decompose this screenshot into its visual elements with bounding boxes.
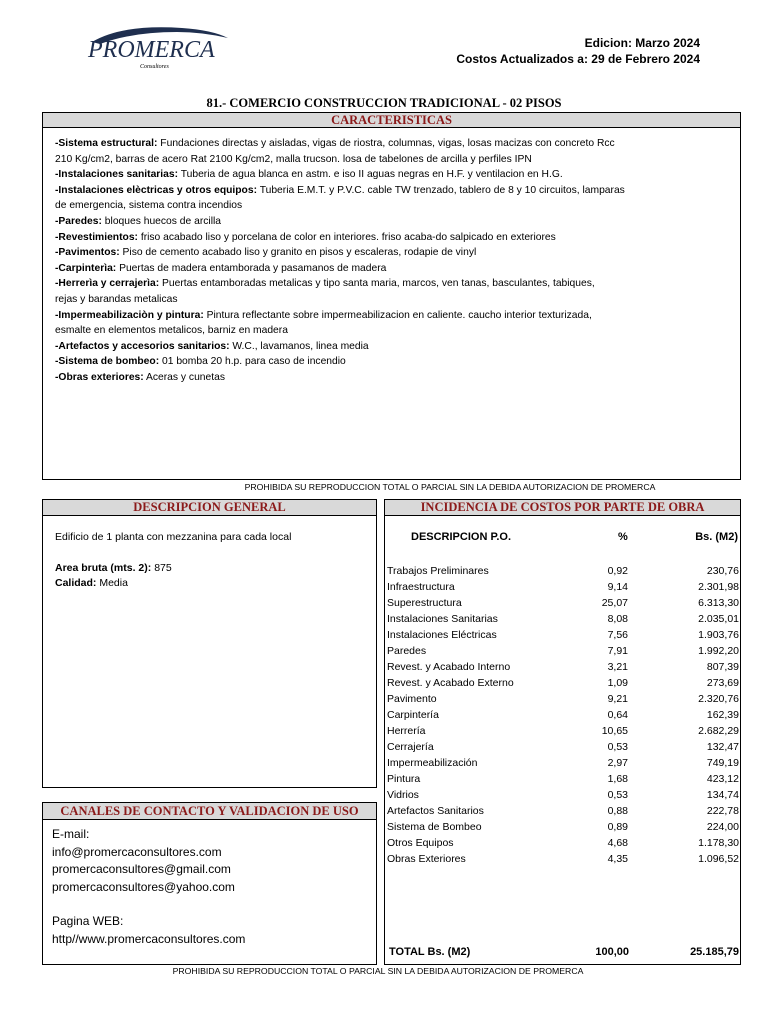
row-bs-value: 132,47: [706, 741, 739, 753]
characteristics-heading: CARACTERISTICAS: [42, 112, 741, 128]
characteristic-text: rejas y barandas metalicas: [55, 293, 178, 305]
total-percent: 100,00: [595, 946, 629, 958]
row-percent: 0,53: [607, 789, 628, 801]
row-description: Trabajos Preliminares: [387, 565, 489, 577]
characteristic-text: 01 bomba 20 h.p. para caso de incendio: [159, 356, 346, 368]
gross-area: [55, 561, 291, 576]
row-description: Infraestructura: [387, 581, 455, 593]
characteristic-text: esmalte en elementos metalicos, barniz en madera: [55, 325, 288, 337]
table-row: [387, 659, 739, 675]
row-bs-value: 224,00: [706, 821, 739, 833]
characteristic-label: -Instalaciones sanitarias:: [55, 169, 179, 181]
website-link[interactable]: http//www.promercaconsultores.com: [52, 931, 246, 946]
characteristic-text: Piso de cemento acabado liso y granito en pisos y escaleras, rodapie de vinyl: [119, 247, 477, 259]
table-row: [387, 675, 739, 691]
characteristic-label: -Herrerìa y cerrajerìa:: [55, 278, 160, 290]
row-percent: 0,88: [607, 805, 628, 817]
row-description: Carpintería: [387, 709, 439, 721]
characteristic-line: [55, 339, 735, 355]
row-bs-value: 1.096,52: [698, 853, 739, 865]
row-description: Vidrios: [387, 789, 419, 801]
characteristic-label: -Revestimientos:: [55, 231, 138, 243]
promerca-logo: [82, 22, 232, 72]
row-bs-value: 6.313,30: [698, 597, 739, 609]
general-description-heading: DESCRIPCION GENERAL: [42, 499, 377, 516]
row-percent: 1,68: [607, 773, 628, 785]
row-bs-value: 2.682,29: [698, 725, 739, 737]
row-description: Revest. y Acabado Interno: [387, 661, 511, 673]
characteristic-line: [55, 354, 735, 370]
characteristic-text: W.C., lavamanos, linea media: [229, 340, 369, 352]
table-row: [387, 611, 739, 627]
characteristic-line: [55, 292, 735, 308]
gross-area-value: 875: [151, 562, 172, 574]
quality-label: Calidad:: [55, 577, 97, 589]
characteristic-text: Tuberia E.M.T. y P.V.C. cable TW trenzado, tablero de 8 y 10 circuitos, lamparas: [257, 184, 625, 196]
characteristic-text: bloques huecos de arcilla: [101, 215, 222, 227]
logo-text: PROMERCA: [88, 37, 215, 63]
row-description: Revest. y Acabado Externo: [387, 677, 514, 689]
table-row: [387, 627, 739, 643]
characteristic-line: [55, 214, 735, 230]
characteristic-line: [55, 261, 735, 277]
table-row: [387, 835, 739, 851]
characteristic-text: de emergencia, sistema contra incendios: [55, 200, 243, 212]
characteristic-line: [55, 230, 735, 246]
table-row: [387, 723, 739, 739]
row-description: Herrería: [387, 725, 426, 737]
row-percent: 7,91: [607, 645, 628, 657]
characteristic-label: -Impermeabilizaciòn y pintura:: [55, 309, 204, 321]
row-bs-value: 1.903,76: [698, 629, 739, 641]
contact-content: [52, 826, 245, 948]
row-bs-value: 1.178,30: [698, 837, 739, 849]
table-row: [387, 643, 739, 659]
row-percent: 2,97: [607, 757, 628, 769]
row-percent: 9,14: [607, 581, 628, 593]
table-row: [387, 787, 739, 803]
row-percent: 0,53: [607, 741, 628, 753]
row-description: Obras Exteriores: [387, 853, 466, 865]
characteristic-text: 210 Kg/cm2, barras de acero Rat 2100 Kg/cm2, malla trucson. losa de tabelones de arcilla y perfiles IPN: [55, 153, 532, 165]
row-description: Cerrajería: [387, 741, 434, 753]
characteristic-label: -Paredes:: [55, 215, 102, 227]
row-description: Instalaciones Sanitarias: [387, 613, 498, 625]
row-bs-value: 230,76: [706, 565, 739, 577]
row-percent: 0,92: [607, 565, 628, 577]
row-percent: 1,09: [607, 677, 628, 689]
quality-value: Media: [96, 577, 128, 589]
characteristic-label: -Carpinterìa:: [55, 262, 117, 274]
characteristic-text: Aceras y cunetas: [143, 371, 225, 383]
email-yahoo[interactable]: promercaconsultores@yahoo.com: [52, 879, 235, 894]
characteristic-label: -Sistema estructural:: [55, 138, 158, 149]
row-bs-value: 2.320,76: [698, 693, 739, 705]
contact-heading: CANALES DE CONTACTO Y VALIDACION DE USO: [42, 802, 377, 820]
row-bs-value: 1.992,20: [698, 645, 739, 657]
quality: [55, 576, 291, 591]
row-bs-value: 807,39: [706, 661, 739, 673]
row-bs-value: 134,74: [706, 789, 739, 801]
email-gmail[interactable]: promercaconsultores@gmail.com: [52, 862, 231, 876]
characteristic-label: -Instalaciones elèctricas y otros equipos:: [55, 184, 258, 196]
email-label: E-mail:: [52, 827, 90, 841]
email-info[interactable]: info@promercaconsultores.com: [52, 844, 222, 859]
table-row: [387, 595, 739, 611]
row-bs-value: 273,69: [706, 677, 739, 689]
characteristic-text: Puertas de madera entamborada y pasamanos de madera: [116, 262, 387, 274]
row-description: Instalaciones Eléctricas: [387, 629, 497, 641]
building-description: Edificio de 1 planta con mezzanina para cada local: [55, 531, 292, 543]
document-title: 81.- COMERCIO CONSTRUCCION TRADICIONAL - 02 PISOS: [206, 96, 562, 110]
characteristic-text: Pintura reflectante sobre impermeabilizacion en caliente. caucho interior texturizada,: [203, 309, 592, 321]
characteristic-line: [55, 152, 735, 168]
row-description: Impermeabilización: [387, 757, 478, 769]
web-label: Pagina WEB:: [52, 914, 124, 928]
characteristics-list: [55, 136, 735, 386]
table-row: [387, 739, 739, 755]
table-row: [387, 563, 739, 579]
table-row: [387, 771, 739, 787]
characteristic-line: [55, 276, 735, 292]
row-percent: 25,07: [601, 597, 628, 609]
row-percent: 0,64: [607, 709, 628, 721]
table-row: [387, 851, 739, 867]
reproduction-notice-footer: PROHIBIDA SU REPRODUCCION TOTAL O PARCIAL SIN LA DEBIDA AUTORIZACION DE PROMERCA: [172, 966, 584, 976]
row-bs-value: 2.301,98: [698, 581, 739, 593]
logo-subtext: Consultores: [140, 64, 169, 70]
row-percent: 9,21: [607, 693, 628, 705]
row-percent: 0,89: [607, 821, 628, 833]
row-bs-value: 2.035,01: [698, 613, 739, 625]
characteristic-line: [55, 308, 735, 324]
table-row: [387, 579, 739, 595]
row-description: Superestructura: [387, 597, 462, 609]
row-description: Pavimento: [387, 693, 437, 705]
table-row: [387, 803, 739, 819]
row-percent: 4,68: [607, 837, 628, 849]
row-bs-value: 162,39: [706, 709, 739, 721]
column-header-description: DESCRIPCION P.O.: [411, 531, 512, 543]
row-bs-value: 222,78: [706, 805, 739, 817]
characteristic-line: [55, 136, 735, 152]
characteristic-line: [55, 198, 735, 214]
characteristic-text: Fundaciones directas y aisladas, vigas de riostra, columnas, vigas, losas macizas con concreto Rcc: [157, 138, 615, 149]
edition-date: Edicion: Marzo 2024: [584, 36, 700, 50]
characteristic-line: [55, 167, 735, 183]
total-bs: 25.185,79: [690, 946, 739, 958]
row-percent: 8,08: [607, 613, 628, 625]
row-description: Otros Equipos: [387, 837, 454, 849]
characteristic-line: [55, 183, 735, 199]
cost-incidence-rows: [387, 563, 739, 867]
characteristic-label: -Artefactos y accesorios sanitarios:: [55, 340, 230, 352]
characteristic-text: Tuberia de agua blanca en astm. e iso II aguas negras en H.F. y ventilacion en H.G.: [178, 169, 563, 181]
row-bs-value: 423,12: [706, 773, 739, 785]
row-percent: 7,56: [607, 629, 628, 641]
reproduction-notice: PROHIBIDA SU REPRODUCCION TOTAL O PARCIAL SIN LA DEBIDA AUTORIZACION DE PROMERCA: [244, 482, 656, 492]
row-bs-value: 749,19: [706, 757, 739, 769]
general-description-content: [55, 530, 291, 591]
characteristic-label: -Obras exteriores:: [55, 371, 144, 383]
costs-updated-date: Costos Actualizados a: 29 de Febrero 2024: [456, 52, 700, 66]
total-label: TOTAL Bs. (M2): [389, 946, 471, 958]
cost-incidence-heading: INCIDENCIA DE COSTOS POR PARTE DE OBRA: [384, 499, 741, 516]
row-percent: 3,21: [607, 661, 628, 673]
table-row: [387, 691, 739, 707]
column-header-percent: %: [618, 531, 628, 543]
characteristic-label: -Pavimentos:: [55, 247, 120, 259]
row-description: Paredes: [387, 645, 427, 657]
table-row: [387, 755, 739, 771]
gross-area-label: Area bruta (mts. 2):: [55, 562, 152, 574]
table-row: [387, 819, 739, 835]
row-description: Pintura: [387, 773, 421, 785]
characteristic-text: friso acabado liso y porcelana de color en interiores. friso acaba-do salpicado en exteriores: [137, 231, 556, 243]
characteristic-line: [55, 245, 735, 261]
characteristic-line: [55, 323, 735, 339]
row-percent: 10,65: [601, 725, 628, 737]
logo-graphic: [82, 22, 232, 72]
column-header-bs: Bs. (M2): [695, 531, 738, 543]
characteristic-text: Puertas entamboradas metalicas y tipo santa maria, marcos, ven tanas, basculantes, tabiques,: [159, 278, 595, 290]
table-row: [387, 707, 739, 723]
edition-info: [456, 35, 700, 67]
characteristic-label: -Sistema de bombeo:: [55, 356, 160, 368]
characteristic-line: [55, 370, 735, 386]
row-description: Sistema de Bombeo: [387, 821, 482, 833]
row-description: Artefactos Sanitarios: [387, 805, 484, 817]
row-percent: 4,35: [607, 853, 628, 865]
